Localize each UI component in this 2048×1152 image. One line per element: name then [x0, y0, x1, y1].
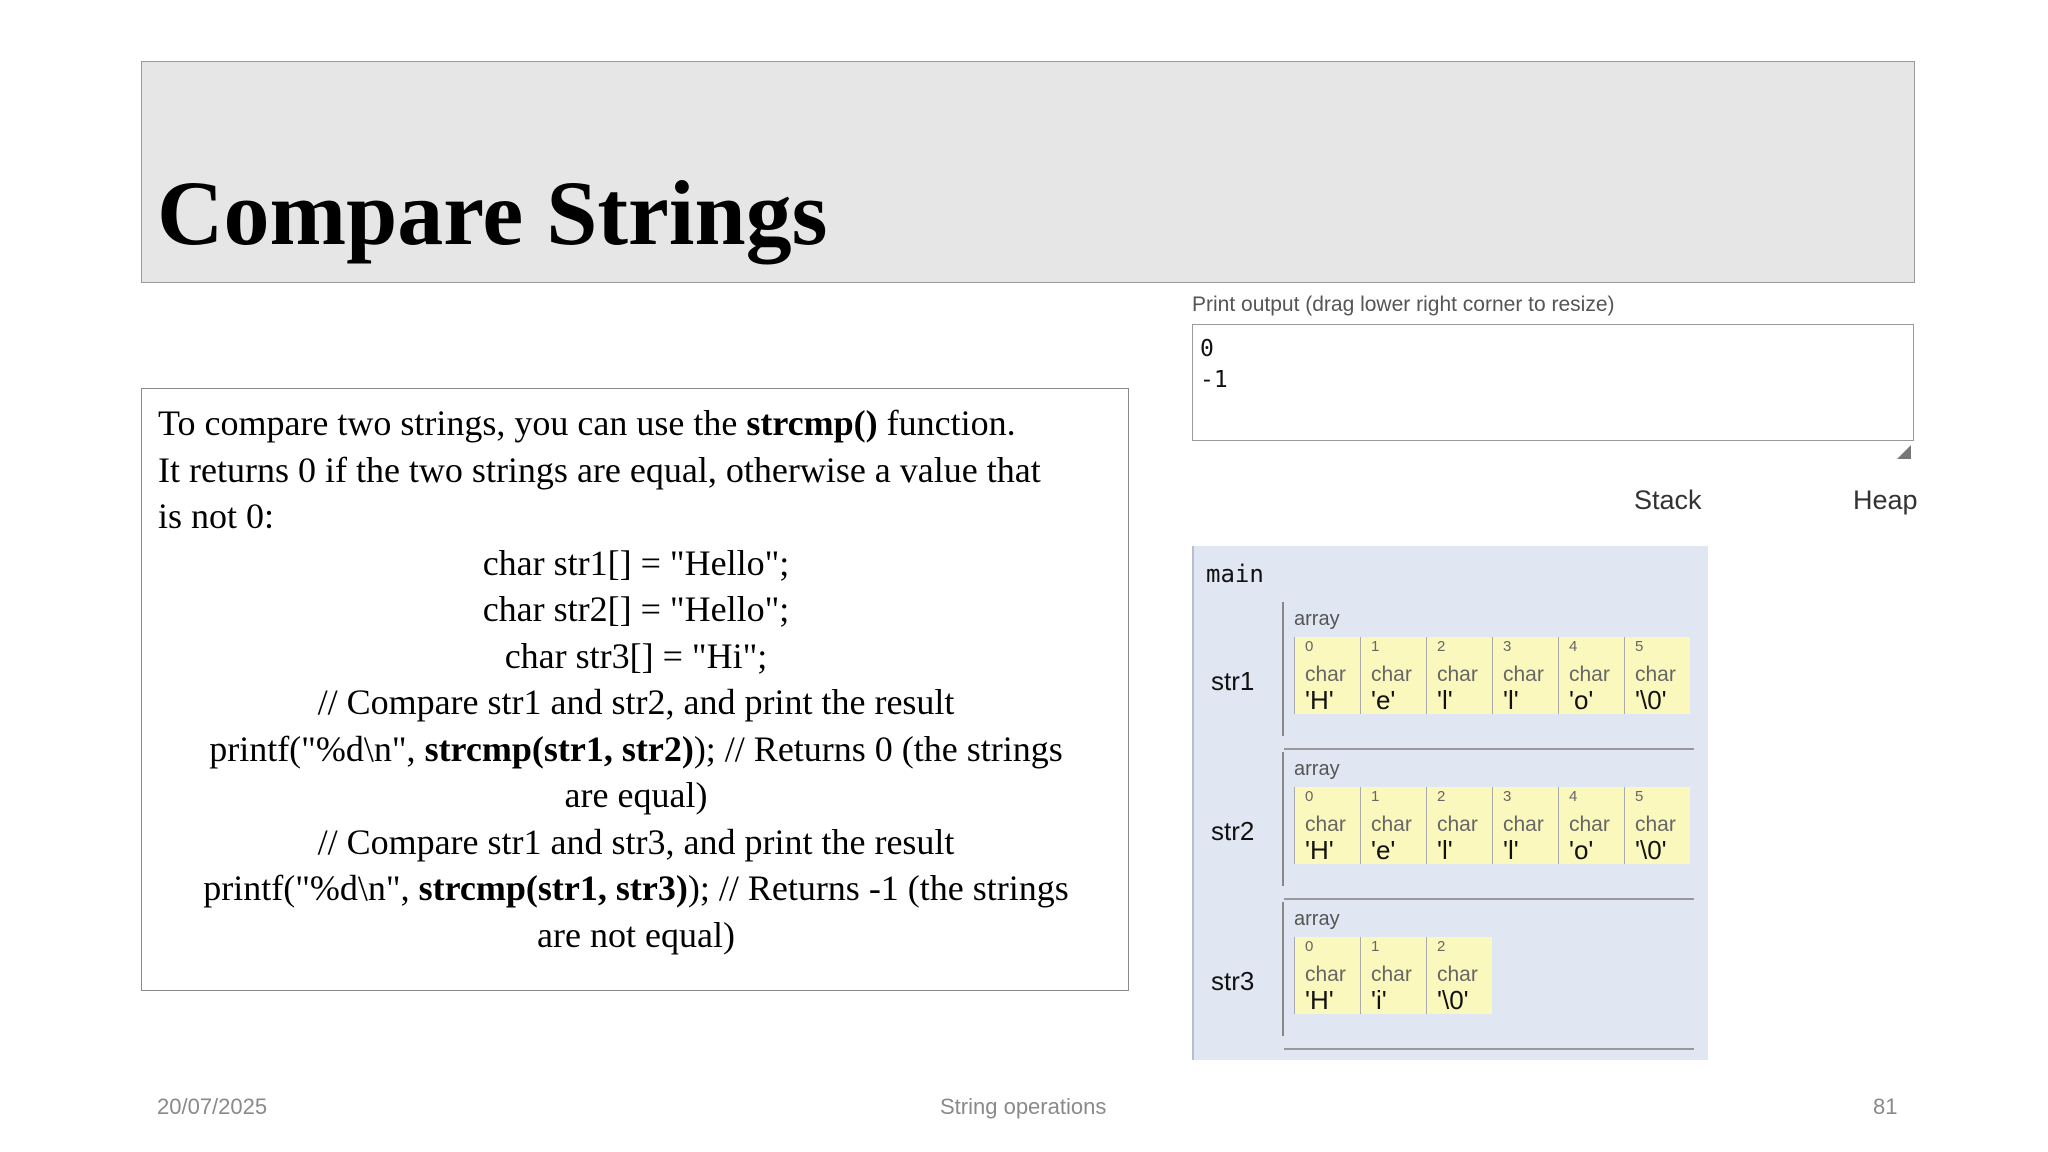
footer-date: 20/07/2025 [157, 1094, 268, 1119]
variable-name-str3: str3 [1211, 966, 1255, 996]
printf-line-2 [158, 865, 1114, 912]
array-cells-str2 [1294, 787, 1690, 864]
cell-index: 1 [1371, 788, 1380, 805]
printf-line-1 [158, 726, 1114, 773]
cell-type: char [1371, 663, 1412, 686]
code-line-1: char str1[] = "Hello"; [482, 542, 790, 583]
array-cell [1558, 787, 1624, 864]
printf-line-2-cont: are not equal) [537, 914, 735, 955]
array-underline [1284, 1048, 1694, 1050]
code-line-2: char str2[] = "Hello"; [482, 589, 790, 629]
cell-index: 0 [1305, 788, 1314, 805]
array-cell [1624, 637, 1690, 714]
intro-line [158, 400, 1114, 447]
array-cell [1360, 787, 1426, 864]
cell-type: char [1569, 813, 1610, 836]
cell-type: char [1437, 813, 1478, 836]
cell-index: 3 [1503, 638, 1512, 655]
cell-index: 4 [1569, 638, 1578, 655]
heap-label: Heap [1853, 485, 1918, 515]
variable-name-str2: str2 [1211, 816, 1255, 846]
array-cell [1426, 787, 1492, 864]
stack-frame-main [1192, 546, 1708, 1060]
array-cell [1426, 937, 1492, 1014]
printf-line-1-cont: are equal) [564, 775, 708, 815]
output-line: 0 [1200, 336, 1214, 362]
cell-value: '\0' [1635, 835, 1667, 865]
cell-type: char [1569, 663, 1610, 686]
cell-type: char [1305, 963, 1346, 986]
cell-value: 'i' [1371, 985, 1387, 1015]
print-output-label: Print output (drag lower right corner to resize) [1192, 293, 1615, 316]
variable-divider [1282, 752, 1284, 886]
array-label: array [1294, 758, 1340, 780]
array-cell [1492, 637, 1558, 714]
printf2-end: ); // Returns -1 (the strings [687, 868, 1069, 908]
cell-value: 'o' [1569, 835, 1594, 865]
cell-value: 'e' [1371, 835, 1396, 865]
cell-index: 2 [1437, 938, 1446, 955]
cell-type: char [1635, 813, 1676, 836]
cell-value: '\0' [1635, 685, 1667, 715]
cell-type: char [1503, 663, 1544, 686]
cell-value: 'l' [1503, 685, 1519, 715]
comment-line-1: // Compare str1 and str2, and print the result [317, 682, 955, 722]
cell-index: 1 [1371, 638, 1380, 655]
printf1-call: strcmp(str1, str2) [424, 728, 694, 769]
output-line: -1 [1200, 367, 1228, 393]
code-line-3: char str3[] = "Hi"; [504, 635, 768, 676]
cell-type: char [1371, 963, 1412, 986]
printf2-start: printf("%d\n", [203, 868, 419, 908]
array-label: array [1294, 908, 1340, 930]
cell-type: char [1503, 813, 1544, 836]
array-cell [1624, 787, 1690, 864]
cell-value: 'l' [1437, 685, 1453, 715]
array-cell [1492, 787, 1558, 864]
array-cells-str1 [1294, 637, 1690, 714]
variable-name-str1: str1 [1211, 666, 1255, 696]
cell-index: 0 [1305, 638, 1314, 655]
title-banner [141, 61, 1915, 283]
cell-index: 5 [1635, 638, 1644, 655]
intro-text-end: function. [877, 403, 1016, 443]
array-cell [1360, 637, 1426, 714]
cell-type: char [1437, 663, 1478, 686]
slide-title: Compare Strings [157, 162, 828, 264]
cell-type: char [1437, 963, 1478, 986]
cell-type: char [1371, 813, 1412, 836]
cell-index: 2 [1437, 788, 1446, 805]
cell-type: char [1305, 813, 1346, 836]
cell-index: 1 [1371, 938, 1380, 955]
printf2-call: strcmp(str1, str3) [418, 868, 688, 908]
array-cell [1426, 637, 1492, 714]
body-line-2: It returns 0 if the two strings are equal, otherwise a value that [158, 449, 1041, 490]
cell-index: 0 [1305, 938, 1314, 955]
comment-line-2: // Compare str1 and str3, and print the result [317, 821, 955, 862]
explanation-box [141, 388, 1129, 991]
cell-index: 5 [1635, 788, 1644, 805]
array-cell [1294, 637, 1360, 714]
printf1-start: printf("%d\n", [209, 728, 425, 769]
array-label: array [1294, 608, 1340, 630]
array-cell [1360, 937, 1426, 1014]
cell-type: char [1635, 663, 1676, 686]
variable-divider [1282, 902, 1284, 1036]
cell-value: 'e' [1371, 685, 1396, 715]
cell-index: 4 [1569, 788, 1578, 805]
array-underline [1284, 898, 1694, 900]
cell-type: char [1305, 663, 1346, 686]
cell-value: 'H' [1305, 835, 1334, 865]
frame-name: main [1206, 560, 1264, 588]
printf1-end: ); // Returns 0 (the strings [693, 728, 1063, 769]
body-line-3: is not 0: [158, 496, 275, 536]
cell-value: 'l' [1437, 835, 1453, 865]
intro-function-name: strcmp() [746, 403, 878, 443]
stack-label: Stack [1634, 485, 1702, 515]
variable-divider [1282, 602, 1284, 736]
footer-page-number: 81 [1873, 1094, 1898, 1119]
cell-index: 3 [1503, 788, 1512, 805]
array-cell [1558, 637, 1624, 714]
cell-value: 'H' [1305, 985, 1334, 1015]
resize-handle-icon[interactable] [1897, 445, 1911, 459]
footer-topic: String operations [940, 1094, 1107, 1119]
intro-text: To compare two strings, you can use the [158, 403, 747, 443]
cell-value: '\0' [1437, 985, 1469, 1015]
cell-value: 'l' [1503, 835, 1519, 865]
array-cell [1294, 787, 1360, 864]
cell-value: 'o' [1569, 685, 1594, 715]
array-underline [1284, 748, 1694, 750]
array-cells-str3 [1294, 937, 1492, 1014]
cell-value: 'H' [1305, 685, 1334, 715]
array-cell [1294, 937, 1360, 1014]
cell-index: 2 [1437, 638, 1446, 655]
print-output-box[interactable] [1192, 324, 1914, 441]
